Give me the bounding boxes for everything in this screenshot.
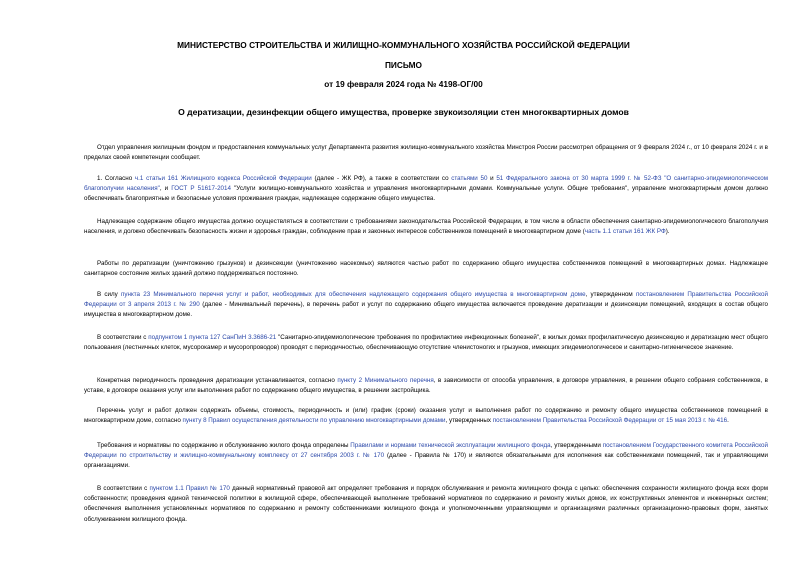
legal-reference-link[interactable]: подпунктом 1 пункта 127 СанПиН 3.3686-21: [148, 334, 277, 341]
paragraph-text: Отдел управления жилищным фондом и предоставления коммунальных услуг Департамента развития жилищно-коммунального хозяйства Минстроя России рассмотрел обращения от 9 февраля 2024 г., от 10 февраля 2024 г. и в пределах своей компетенции сообщает.: [84, 144, 768, 162]
paragraph-text: Надлежащее содержание общего имущества должно осуществляться в соответствии с требованиями законодательства Российской Федерации, в том числе в области обеспечения санитарно-эпидемиологического благополучия населения, и должно обеспечивать безопасность жизни и здоровья граждан, соблюдение прав и законных интересов собственников помещений в многоквартирном доме (: [84, 218, 768, 236]
legal-reference-link[interactable]: пункта 23 Минимального перечня услуг и работ, необходимых для обеспечения надлежащего содержания общего имущества в многоквартирном доме: [120, 291, 586, 298]
paragraph-text: , в зависимости от способа управления, в договоре управления, в решении общего собрания собственников, в уставе, в договоре оказания услуг или выполнения работ по содержанию общего имущества, в решении застройщика.: [84, 377, 769, 395]
paragraph-text: , утвержденными: [550, 442, 603, 449]
paragraph-text: 1. Согласно: [97, 175, 135, 182]
paragraph-text: , утвержденном: [585, 291, 636, 298]
paragraph-text: (далее - Правила № 170) и являются обязательными для исполнения как собственниками помещений, так и управляющими организациями.: [84, 452, 769, 470]
paragraph: [84, 376, 768, 396]
paragraph-text: .: [727, 417, 729, 425]
paragraph-text: В соответствии с: [97, 334, 149, 341]
paragraph-text: (далее - ЖК РФ), а также в соответствии со: [311, 175, 452, 182]
paragraph: [84, 217, 768, 237]
legal-reference-link[interactable]: постановлением Государственного комитета Российской Федерации по строительству и жилищно-коммунальному комплексу от 27 сентября 2003 г. № 170: [84, 442, 768, 460]
legal-reference-link[interactable]: статьями 50: [451, 175, 488, 182]
paragraph: [84, 484, 768, 525]
document-date-number: от 19 февраля 2024 года № 4198-ОГ/00: [324, 79, 483, 89]
legal-reference-link[interactable]: Правилами и нормами технической эксплуатации жилищного фонда: [350, 442, 551, 449]
paragraph-text: В соответствии с: [97, 485, 150, 492]
paragraph: [84, 143, 768, 163]
paragraph-text: В силу: [97, 291, 121, 298]
legal-reference-link[interactable]: постановлением Правительства Российской Федерации от 3 апреля 2013 г. № 290: [84, 291, 768, 309]
paragraph-text: "Санитарно-эпидемиологические требования по профилактике инфекционных болезней", в жилых домах профилактическую дезинсекцию и дератизацию мест общего пользования (лестничных клеток, мусорокамер и мусоропроводов) проводят с периодичностью, обеспечивающую отсутствие членистоногих и грызунов, имеющих эпидемиологическое и санитарно-гигиеническое значение.: [84, 334, 768, 352]
legal-reference-link[interactable]: пунктом 1.1 Правил № 170: [149, 485, 230, 492]
paragraph: [84, 406, 768, 426]
paragraph: [84, 333, 768, 353]
legal-reference-link[interactable]: часть 1.1 статьи 161 ЖК РФ: [584, 228, 666, 236]
ministry-heading: МИНИСТЕРСТВО СТРОИТЕЛЬСТВА И ЖИЛИЩНО-КОММУНАЛЬНОГО ХОЗЯЙСТВА РОССИЙСКОЙ ФЕДЕРАЦИИ: [177, 40, 630, 50]
paragraph-text: "Услуги жилищно-коммунального хозяйства и управления многоквартирными домами. Коммунальные услуги. Общие требования", управление многоквартирным домом должно обеспечивать благоприятные и безопасные условия проживания граждан, надлежащее содержание общего имущества.: [84, 185, 769, 203]
document-subject: О дератизации, дезинфекции общего имущества, проверке звукоизоляции стен многоквартирных домов: [178, 107, 629, 117]
paragraph-text: Конкретная периодичность проведения дератизации устанавливается, согласно: [97, 377, 338, 384]
paragraph-text: (далее - Минимальный перечень), в перечень работ и услуг по содержанию общего имущества включается проведение дератизации и дезинсекции помещений, входящих в состав общего имущества в многоквартирном доме.: [84, 301, 768, 319]
paragraph: [84, 259, 768, 279]
document-type: ПИСЬМО: [384, 60, 423, 70]
paragraph-text: данный нормативный правовой акт определяет требования и порядок обслуживания и ремонта жилищного фонда с целью: обеспечения сохранности жилищного фонда всех форм собственности; проведения единой технической политики в жилищной сфере, обеспечивающей выполнение требований нормативов по содержанию и ремонту жилых домов, их конструктивных элементов и инженерных систем; обеспечения выполнения установленных нормативов по содержанию и ремонту собственниками жилищного фонда и уполномоченными управляющими и организациями различных организационно-правовых форм, занятых обслуживанием жилищного фонда.: [84, 485, 768, 523]
legal-reference-link[interactable]: пункту 2 Минимального перечня: [337, 377, 434, 384]
legal-reference-link[interactable]: 51 Федерального закона от 30 марта 1999 г. № 52-ФЗ "О санитарно-эпидемиологическом благополучии населения": [84, 175, 768, 193]
paragraph-text: , и: [159, 185, 172, 193]
legal-reference-link[interactable]: постановлением Правительства Российской Федерации от 15 мая 2013 г. № 416: [492, 417, 728, 425]
paragraph: [84, 441, 768, 472]
legal-reference-link[interactable]: ч.1 статьи 161 Жилищного кодекса Российской Федерации: [134, 175, 312, 182]
paragraph-text: и: [487, 175, 497, 182]
paragraph: [84, 290, 768, 321]
paragraph-text: Работы по дератизации (уничтожению грызунов) и дезинсекции (уничтожению насекомых) являются частью работ по содержанию общего имущества собственников помещений в многоквартирных домах. Надлежащее санитарное состояние жилых зданий должно поддерживаться постоянно.: [84, 260, 768, 278]
paragraph: [84, 174, 768, 205]
paragraph-text: , утвержденных: [445, 417, 493, 425]
paragraph-text: ).: [665, 228, 670, 236]
paragraph-text: Требования и нормативы по содержанию и обслуживанию жилого фонда определены: [97, 442, 351, 449]
legal-reference-link[interactable]: пункту 8 Правил осуществления деятельности по управлению многоквартирными домами: [182, 417, 446, 425]
paragraph-text: Перечень услуг и работ должен содержать объемы, стоимость, периодичность и (или) график (сроки) оказания услуг и выполнения работ по содержанию и ремонту общего имущества собственников помещений в многоквартирном доме, согласно: [84, 407, 768, 425]
legal-reference-link[interactable]: ГОСТ Р 51617-2014: [171, 185, 231, 193]
